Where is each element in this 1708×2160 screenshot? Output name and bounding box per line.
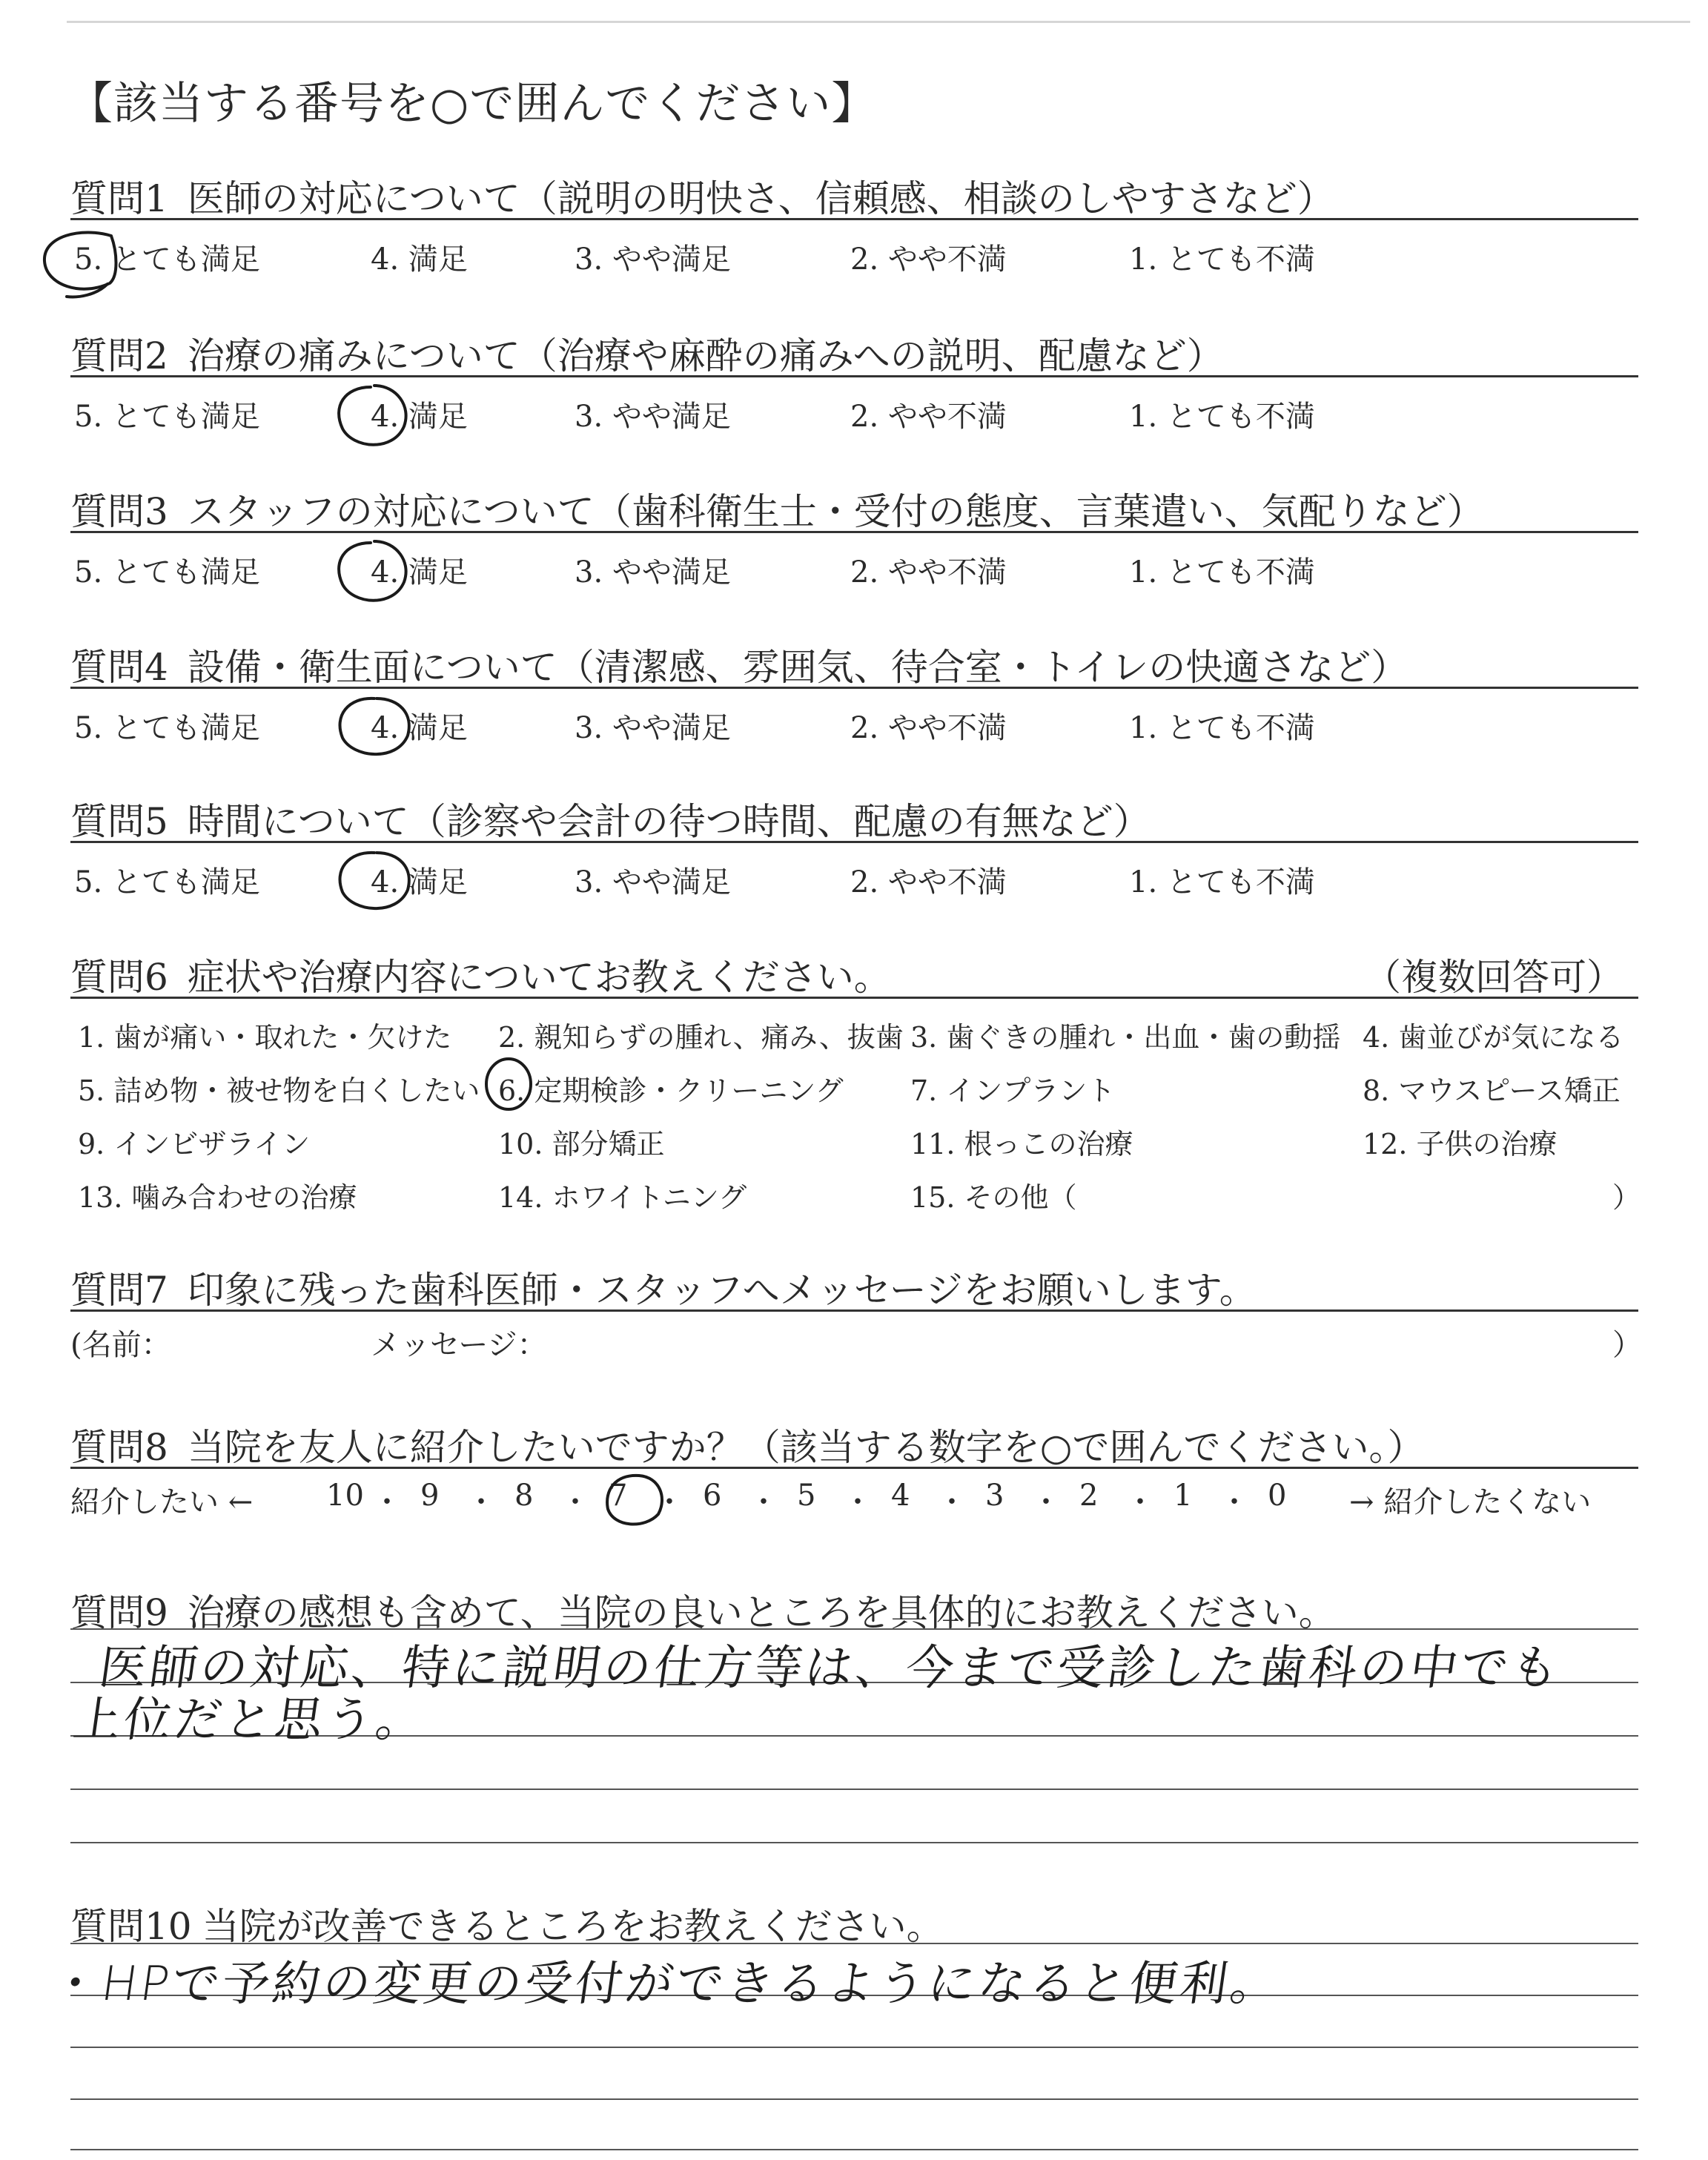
q5-opt-2[interactable]: 2. やや不満 [850,865,1007,899]
q5-label: 質問5 [70,800,168,843]
q3-opt-1[interactable]: 1. とても不満 [1129,555,1315,589]
q6-note: （複数回答可） [1364,956,1623,999]
q3-text: スタッフの対応について（歯科衛生士・受付の態度、言葉遣い、気配りなど） [187,490,1484,533]
q8-rule [70,1467,1638,1469]
q7-name-label: (名前： [70,1328,171,1362]
q6-item-10[interactable]: 10. 部分矯正 [498,1128,665,1160]
q2-label: 質問2 [70,334,168,377]
q1-selection-tail [67,284,107,297]
q7-rule [70,1309,1638,1312]
q5-opt-5[interactable]: 5. とても満足 [74,865,260,899]
q9-answer-line-2[interactable]: 上位だと思う。 [69,1693,431,1748]
q6-item-3[interactable]: 3. 歯ぐきの腫れ・出血・歯の動揺 [910,1021,1341,1054]
q2-title [70,326,1224,380]
q1-opt-5[interactable]: 5. とても満足 [74,242,260,277]
q10-line-1 [70,1943,1638,1944]
q9-line-4 [70,1789,1638,1790]
q4-title [70,638,1408,691]
q8-scale-separator: ・ [655,1485,684,1519]
q4-label: 質問4 [70,646,168,689]
q1-opt-2[interactable]: 2. やや不満 [850,242,1007,277]
q1-rule [70,218,1638,220]
q9-line-5 [70,1842,1638,1843]
q5-rule [70,841,1638,843]
q3-opt-5[interactable]: 5. とても満足 [74,555,260,589]
q2-text: 治療の痛みについて（治療や麻酔の痛みへの説明、配慮など） [187,334,1224,377]
q8-scale-0[interactable]: 0 [1268,1479,1287,1513]
q8-scale-separator: ・ [372,1485,402,1519]
q4-text: 設備・衛生面について（清潔感、雰囲気、待合室・トイレの快適さなど） [187,646,1409,689]
q1-text: 医師の対応について（説明の明快さ、信頼感、相談のしやすさなど） [187,177,1334,220]
scan-edge-line [67,21,1690,23]
q6-title [70,948,891,1001]
q1-opt-3[interactable]: 3. やや満足 [575,242,731,277]
q2-opt-3[interactable]: 3. やや満足 [575,400,731,434]
q5-title [70,792,1151,845]
q8-left-label: 紹介したい ← [70,1485,254,1519]
q6-item-12[interactable]: 12. 子供の治療 [1363,1128,1558,1160]
q6-item-14[interactable]: 14. ホワイトニング [498,1181,747,1214]
q10-line-5 [70,2149,1638,2150]
q1-opt-1[interactable]: 1. とても不満 [1129,242,1315,277]
q5-opt-3[interactable]: 3. やや満足 [575,865,731,899]
q6-item-13[interactable]: 13. 噛み合わせの治療 [78,1181,357,1214]
q3-opt-2[interactable]: 2. やや不満 [850,555,1007,589]
q6-item-2[interactable]: 2. 親知らずの腫れ、痛み、抜歯 [498,1021,904,1054]
q8-scale-separator: ・ [466,1485,496,1519]
q8-text: 当院を友人に紹介したいですか？（該当する数字を○で囲んでください。） [187,1426,1425,1469]
q6-item-8[interactable]: 8. マウスピース矯正 [1363,1074,1621,1107]
q9-answer-line-1[interactable]: 医師の対応、特に説明の仕方等は、今まで受診した歯科の中でも [95,1641,1566,1696]
q8-scale-separator: ・ [749,1485,778,1519]
q10-label: 質問10 [70,1905,192,1948]
q1-label: 質問1 [70,177,168,220]
q6-item-4[interactable]: 4. 歯並びが気になる [1363,1021,1624,1054]
q8-label: 質問8 [70,1426,168,1469]
q8-scale-separator: ・ [843,1485,873,1519]
q5-text: 時間について（診察や会計の待つ時間、配慮の有無など） [187,800,1151,843]
q5-opt-4[interactable]: 4. 満足 [371,865,468,899]
q6-label: 質問6 [70,956,168,999]
q8-scale-4[interactable]: 4 [891,1479,910,1513]
q8-scale-2[interactable]: 2 [1079,1479,1099,1513]
q8-scale-8[interactable]: 8 [514,1479,534,1513]
q2-opt-2[interactable]: 2. やや不満 [850,400,1007,434]
q8-scale-separator: ・ [1219,1485,1249,1519]
q6-item-15[interactable]: 15. その他（ [910,1181,1077,1214]
q9-text: 治療の感想も含めて、当院の良いところを具体的にお教えください。 [187,1591,1336,1634]
q8-scale-separator: ・ [1125,1485,1155,1519]
q3-opt-4[interactable]: 4. 満足 [371,555,468,589]
q4-opt-5[interactable]: 5. とても満足 [74,711,260,745]
q3-opt-3[interactable]: 3. やや満足 [575,555,731,589]
q8-scale-separator: ・ [560,1485,590,1519]
q6-rule [70,997,1638,999]
q4-opt-2[interactable]: 2. やや不満 [850,711,1007,745]
q2-opt-4[interactable]: 4. 満足 [371,400,468,434]
q5-opt-1[interactable]: 1. とても不満 [1129,865,1315,899]
q8-scale-separator: ・ [1031,1485,1061,1519]
q8-scale-1[interactable]: 1 [1174,1479,1193,1513]
q4-opt-1[interactable]: 1. とても不満 [1129,711,1315,745]
q6-item-7[interactable]: 7. インプラント [910,1074,1116,1107]
page-instruction: 【該当する番号を○で囲んでください】 [68,78,877,130]
q4-rule [70,687,1638,689]
q8-scale-10[interactable]: 10 [326,1479,364,1513]
q1-opt-4[interactable]: 4. 満足 [371,242,468,277]
q8-scale-6[interactable]: 6 [703,1479,722,1513]
q7-close-paren: ） [1612,1328,1642,1362]
q10-line-3 [70,2047,1638,2048]
q8-right-label: → 紹介したくない [1349,1485,1592,1519]
q6-item-11[interactable]: 11. 根っこの治療 [910,1128,1133,1160]
q9-label: 質問9 [70,1591,168,1634]
q7-message-label: メッセージ： [371,1328,547,1362]
q6-item-1[interactable]: 1. 歯が痛い・取れた・欠けた [78,1021,452,1054]
q2-rule [70,375,1638,377]
q7-title [70,1261,1257,1314]
q6-item-9[interactable]: 9. インビザライン [78,1128,311,1160]
q3-rule [70,531,1638,533]
q8-title [70,1418,1424,1471]
q2-opt-5[interactable]: 5. とても満足 [74,400,260,434]
q1-title [70,169,1334,222]
q3-title [70,482,1484,535]
q8-scale-3[interactable]: 3 [985,1479,1004,1513]
q4-opt-4[interactable]: 4. 満足 [371,711,468,745]
q3-label: 質問3 [70,490,168,533]
q7-label: 質問7 [70,1269,168,1312]
q7-text: 印象に残った歯科医師・スタッフへメッセージをお願いします。 [187,1269,1257,1312]
q8-scale-7[interactable]: 7 [609,1479,628,1513]
q10-line-4 [70,2098,1638,2100]
q8-scale-separator: ・ [937,1485,967,1519]
q8-scale-5[interactable]: 5 [797,1479,816,1513]
q6-item-6[interactable]: 6. 定期検診・クリーニング [498,1074,844,1107]
q4-opt-3[interactable]: 3. やや満足 [575,711,731,745]
q8-scale-9[interactable]: 9 [420,1479,440,1513]
q10-text: 当院が改善できるところをお教えください。 [202,1905,944,1948]
q2-opt-1[interactable]: 1. とても不満 [1129,400,1315,434]
q10-answer-line-1[interactable]: ・HPで予約の変更の受付ができるようになると便利。 [47,1957,1285,2012]
q6-item-5[interactable]: 5. 詰め物・被せ物を白くしたい [78,1074,480,1107]
q6-other-close: ） [1612,1181,1641,1214]
q6-text: 症状や治療内容についてお教えください。 [187,956,891,999]
